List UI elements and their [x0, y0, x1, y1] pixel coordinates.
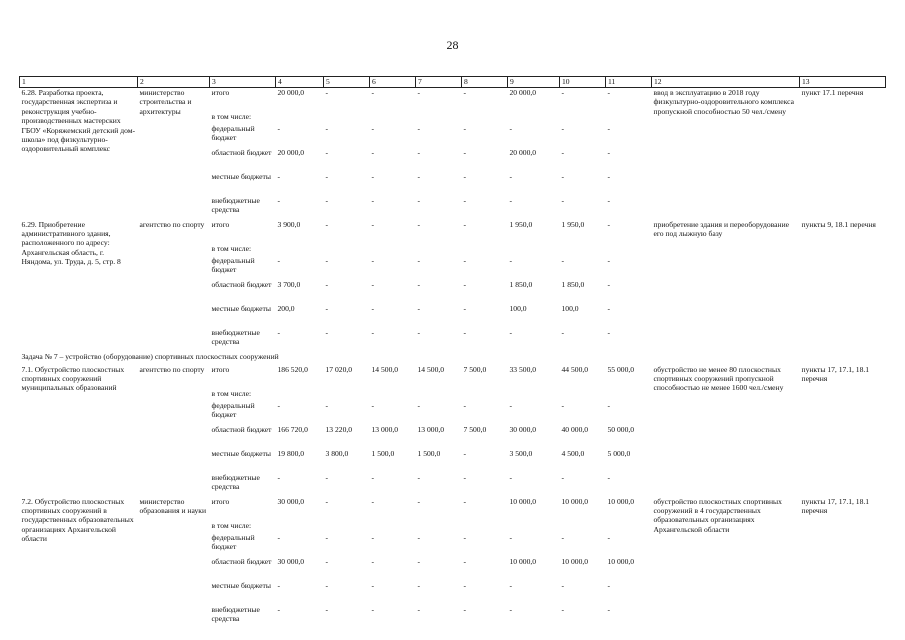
funding-source-label: внебюджетные средства [211, 472, 260, 491]
funding-value-cell [416, 244, 462, 256]
funding-value-cell: - [417, 327, 421, 337]
funding-value-cell: - [371, 123, 375, 133]
funding-value-cell: - [509, 195, 513, 205]
funding-value-cell: 10 000,0 [509, 556, 537, 566]
funding-value-cell: - [371, 400, 375, 410]
funding-value-cell: 17 020,0 [325, 364, 353, 374]
funding-value-cell: - [277, 580, 281, 590]
expected-result: обустройство плоскостных спортивных сооружений в 4 государственных образовательных организациях Архангельской области [653, 496, 782, 534]
funding-source-label: федеральный бюджет [211, 400, 255, 419]
funding-value-cell: - [325, 604, 329, 614]
funding-value-cell: - [607, 88, 611, 97]
activity-executor: министерство строительства и архитектуры [139, 88, 192, 116]
column-header: 12 [652, 77, 800, 88]
funding-value-cell: - [371, 532, 375, 542]
list-reference: пункты 17, 17.1, 18.1 перечня [801, 364, 870, 383]
funding-value-cell: - [277, 532, 281, 542]
activity-name: 7.2. Обустройство плоскостных спортивных сооружений в государственных образовательных организациях Архангельской области [21, 496, 134, 544]
task-heading-row [20, 352, 886, 365]
funding-value-cell [324, 244, 370, 256]
activity-name: 6.28. Разработка проекта, государственная экспертиза и реконструкция учебно-производственных мастерских ГБОУ «Коряжемский детский дом-школа» под физкультурно-оздоровительный комплекс [21, 88, 136, 154]
column-header: 4 [276, 77, 324, 88]
column-header: 7 [416, 77, 462, 88]
funding-source-label: внебюджетные средства [211, 195, 260, 214]
funding-value-cell: 3 900,0 [277, 219, 301, 229]
funding-value-cell: - [325, 123, 329, 133]
funding-source-label: местные бюджеты [211, 580, 271, 590]
funding-value-cell: - [561, 472, 565, 482]
funding-value-cell: - [325, 279, 329, 289]
funding-value-cell: 1 850,0 [561, 279, 585, 289]
funding-value-cell: - [417, 88, 421, 97]
funding-source-label: внебюджетные средства [211, 327, 260, 346]
funding-value-cell: - [325, 255, 329, 265]
funding-value-cell: 10 000,0 [561, 496, 589, 506]
program-activities-table [19, 76, 886, 629]
funding-value-cell [560, 521, 606, 533]
funding-value-cell: - [417, 195, 421, 205]
funding-value-cell: 1 500,0 [417, 448, 441, 458]
funding-value-cell: - [561, 580, 565, 590]
funding-value-cell: - [371, 472, 375, 482]
funding-value-cell: - [417, 147, 421, 157]
funding-value-cell: - [463, 580, 467, 590]
funding-value-cell: - [463, 496, 467, 506]
funding-value-cell: - [463, 532, 467, 542]
funding-value-cell: 7 500,0 [463, 364, 487, 374]
funding-value-cell [324, 389, 370, 401]
funding-value-cell: - [277, 327, 281, 337]
funding-value-cell: - [325, 88, 329, 97]
expected-result: ввод в эксплуатацию в 2018 году физкультурно-оздоровительного комплекса пропускной способностью 50 чел./смену [653, 88, 794, 116]
funding-value-cell: 186 520,0 [277, 364, 308, 374]
funding-value-cell: - [371, 303, 375, 313]
funding-value-cell: - [417, 400, 421, 410]
funding-value-cell: - [607, 303, 611, 313]
funding-value-cell: 10 000,0 [509, 496, 537, 506]
funding-value-cell [276, 112, 324, 124]
funding-value-cell: - [509, 604, 513, 614]
funding-value-cell: 55 000,0 [607, 364, 635, 374]
funding-value-cell: - [371, 279, 375, 289]
funding-value-cell: 30 000,0 [509, 424, 537, 434]
funding-value-cell: 13 000,0 [417, 424, 445, 434]
funding-value-cell: - [463, 472, 467, 482]
funding-source-label: в том числе: [211, 243, 252, 253]
funding-value-cell: - [463, 327, 467, 337]
funding-value-cell: - [509, 327, 513, 337]
funding-value-cell: - [463, 279, 467, 289]
activity-executor: агентство по спорту [139, 219, 205, 229]
funding-value-cell: - [463, 123, 467, 133]
column-number-row [20, 77, 886, 88]
funding-value-cell: 50 000,0 [607, 424, 635, 434]
funding-value-cell: - [561, 88, 565, 97]
funding-value-cell [560, 389, 606, 401]
funding-value-cell: - [463, 303, 467, 313]
funding-value-cell: - [325, 171, 329, 181]
funding-value-cell [560, 244, 606, 256]
funding-source-label: федеральный бюджет [211, 123, 255, 142]
funding-value-cell: - [561, 604, 565, 614]
funding-value-cell: - [417, 219, 421, 229]
funding-source-label: итого [211, 364, 230, 374]
funding-value-cell: - [277, 255, 281, 265]
funding-value-cell: 200,0 [277, 303, 295, 313]
funding-value-cell: - [325, 532, 329, 542]
funding-value-cell: - [607, 327, 611, 337]
funding-value-cell: 10 000,0 [561, 556, 589, 566]
funding-value-cell: 5 000,0 [607, 448, 631, 458]
funding-value-cell: - [463, 171, 467, 181]
funding-value-cell [508, 244, 560, 256]
funding-source-label: областной бюджет [211, 556, 272, 566]
funding-value-cell: - [325, 327, 329, 337]
funding-value-cell: - [607, 171, 611, 181]
funding-value-cell: 14 500,0 [417, 364, 445, 374]
activity-name: 6.29. Приобретение административного здания, расположенного по адресу: Архангельская область, г. Няндома, ул. Труда, д. 5, стр. 8 [21, 219, 121, 267]
funding-value-cell: - [371, 88, 375, 97]
funding-value-cell: - [561, 327, 565, 337]
funding-value-cell: - [417, 472, 421, 482]
funding-source-label: в том числе: [211, 388, 252, 398]
funding-value-cell: 19 800,0 [277, 448, 305, 458]
funding-value-cell: - [325, 472, 329, 482]
funding-value-cell: 3 700,0 [277, 279, 301, 289]
funding-value-cell: - [371, 327, 375, 337]
funding-value-cell: - [463, 556, 467, 566]
funding-value-cell: - [607, 580, 611, 590]
funding-value-cell: 13 000,0 [371, 424, 399, 434]
funding-value-cell: - [463, 400, 467, 410]
column-header: 8 [462, 77, 508, 88]
funding-value-cell: - [509, 255, 513, 265]
funding-value-cell [370, 112, 416, 124]
funding-value-cell: - [509, 123, 513, 133]
funding-source-label: федеральный бюджет [211, 532, 255, 551]
funding-value-cell: 1 950,0 [561, 219, 585, 229]
funding-value-cell: - [607, 219, 611, 229]
funding-value-cell: - [561, 255, 565, 265]
funding-value-cell: - [607, 472, 611, 482]
funding-value-cell [416, 389, 462, 401]
column-header: 3 [210, 77, 276, 88]
funding-source-label: федеральный бюджет [211, 255, 255, 274]
funding-value-cell [462, 521, 508, 533]
funding-value-cell: - [607, 123, 611, 133]
column-header: 2 [138, 77, 210, 88]
funding-value-cell [276, 389, 324, 401]
funding-value-cell: - [277, 123, 281, 133]
funding-value-cell: 4 500,0 [561, 448, 585, 458]
funding-source-label: итого [211, 88, 230, 97]
funding-value-cell: - [417, 556, 421, 566]
funding-value-cell: - [561, 400, 565, 410]
funding-value-cell [370, 244, 416, 256]
funding-value-cell: - [561, 147, 565, 157]
funding-value-cell [606, 521, 652, 533]
funding-row [20, 365, 886, 389]
funding-value-cell: - [325, 400, 329, 410]
funding-value-cell: - [371, 255, 375, 265]
funding-value-cell: - [417, 255, 421, 265]
funding-value-cell [462, 112, 508, 124]
funding-value-cell: 44 500,0 [561, 364, 589, 374]
funding-value-cell: - [607, 279, 611, 289]
funding-value-cell: 1 950,0 [509, 219, 533, 229]
funding-value-cell: - [325, 496, 329, 506]
funding-value-cell: - [371, 195, 375, 205]
funding-value-cell: - [325, 219, 329, 229]
funding-value-cell: - [509, 472, 513, 482]
funding-value-cell: 20 000,0 [509, 88, 537, 97]
funding-source-label: итого [211, 496, 230, 506]
funding-value-cell: - [325, 556, 329, 566]
funding-value-cell: - [325, 147, 329, 157]
funding-value-cell: - [371, 556, 375, 566]
funding-value-cell: 20 000,0 [277, 88, 305, 97]
funding-value-cell: - [371, 496, 375, 506]
funding-source-label: областной бюджет [211, 147, 272, 157]
funding-value-cell: - [325, 580, 329, 590]
funding-row [20, 220, 886, 244]
page-number: 28 [446, 38, 459, 52]
funding-value-cell: 1 850,0 [509, 279, 533, 289]
funding-value-cell: - [463, 604, 467, 614]
funding-value-cell: - [371, 171, 375, 181]
funding-source-label: местные бюджеты [211, 171, 271, 181]
funding-value-cell: 13 220,0 [325, 424, 353, 434]
activity-executor: министерство образования и науки [139, 496, 207, 515]
funding-value-cell [416, 521, 462, 533]
funding-value-cell: 30 000,0 [277, 556, 305, 566]
funding-value-cell: - [277, 171, 281, 181]
funding-value-cell [606, 112, 652, 124]
funding-value-cell: 3 500,0 [509, 448, 533, 458]
funding-value-cell: 100,0 [509, 303, 527, 313]
funding-value-cell: 10 000,0 [607, 496, 635, 506]
funding-value-cell: 20 000,0 [277, 147, 305, 157]
funding-value-cell: - [417, 279, 421, 289]
funding-row [20, 88, 886, 112]
funding-value-cell [508, 521, 560, 533]
funding-value-cell: - [561, 532, 565, 542]
funding-value-cell: - [371, 219, 375, 229]
funding-value-cell: - [509, 532, 513, 542]
funding-value-cell: - [607, 195, 611, 205]
funding-value-cell: - [463, 448, 467, 458]
expected-result: приобретение здания и переоборудование его под лыжную базу [653, 219, 790, 238]
funding-value-cell: 10 000,0 [607, 556, 635, 566]
funding-row [20, 497, 886, 521]
funding-value-cell [508, 112, 560, 124]
funding-value-cell [324, 112, 370, 124]
funding-value-cell: - [509, 580, 513, 590]
funding-source-label: областной бюджет [211, 424, 272, 434]
funding-value-cell: - [325, 303, 329, 313]
funding-value-cell: - [371, 147, 375, 157]
funding-value-cell: - [509, 400, 513, 410]
column-header: 10 [560, 77, 606, 88]
funding-value-cell [606, 389, 652, 401]
funding-value-cell [276, 244, 324, 256]
funding-value-cell [324, 521, 370, 533]
funding-value-cell: 20 000,0 [509, 147, 537, 157]
funding-source-label: местные бюджеты [211, 448, 271, 458]
funding-value-cell: 33 500,0 [509, 364, 537, 374]
column-header: 9 [508, 77, 560, 88]
funding-value-cell: - [417, 496, 421, 506]
funding-value-cell: - [463, 195, 467, 205]
funding-value-cell: - [463, 88, 467, 97]
funding-value-cell: - [277, 472, 281, 482]
funding-value-cell: 100,0 [561, 303, 579, 313]
list-reference: пункты 9, 18.1 перечня [801, 219, 876, 229]
funding-value-cell: - [417, 171, 421, 181]
funding-value-cell: 166 720,0 [277, 424, 308, 434]
funding-value-cell [560, 112, 606, 124]
funding-value-cell: - [417, 303, 421, 313]
funding-value-cell: - [607, 255, 611, 265]
funding-value-cell: - [463, 219, 467, 229]
funding-source-label: внебюджетные средства [211, 604, 260, 623]
funding-value-cell: - [277, 195, 281, 205]
column-header: 5 [324, 77, 370, 88]
funding-value-cell [370, 521, 416, 533]
funding-value-cell [462, 244, 508, 256]
funding-value-cell: 14 500,0 [371, 364, 399, 374]
funding-value-cell: - [277, 400, 281, 410]
funding-value-cell: 1 500,0 [371, 448, 395, 458]
activity-executor: агентство по спорту [139, 364, 205, 374]
funding-value-cell: 3 800,0 [325, 448, 349, 458]
funding-source-label: итого [211, 219, 230, 229]
funding-value-cell: - [417, 532, 421, 542]
column-header: 13 [800, 77, 886, 88]
funding-value-cell: - [561, 195, 565, 205]
funding-value-cell [462, 389, 508, 401]
funding-value-cell [508, 389, 560, 401]
funding-value-cell [416, 112, 462, 124]
funding-value-cell: - [463, 255, 467, 265]
funding-source-label: в том числе: [211, 111, 252, 121]
funding-value-cell: - [417, 123, 421, 133]
funding-value-cell: - [509, 171, 513, 181]
funding-value-cell: - [607, 604, 611, 614]
funding-value-cell: - [561, 171, 565, 181]
funding-value-cell: - [607, 147, 611, 157]
funding-value-cell: - [371, 580, 375, 590]
list-reference: пункты 17, 17.1, 18.1 перечня [801, 496, 870, 515]
funding-value-cell [370, 389, 416, 401]
activity-name: 7.1. Обустройство плоскостных спортивных сооружений муниципальных образований [21, 364, 125, 393]
funding-value-cell: - [607, 400, 611, 410]
column-header: 1 [20, 77, 138, 88]
funding-source-label: местные бюджеты [211, 303, 271, 313]
funding-value-cell: - [371, 604, 375, 614]
funding-value-cell: - [277, 604, 281, 614]
list-reference: пункт 17.1 перечня [801, 88, 864, 97]
funding-value-cell: 7 500,0 [463, 424, 487, 434]
funding-value-cell: - [417, 604, 421, 614]
funding-value-cell [276, 521, 324, 533]
expected-result: обустройство не менее 80 плоскостных спортивных сооружений пропускной способностью не менее 1600 чел./смену [653, 364, 784, 393]
column-header: 6 [370, 77, 416, 88]
funding-value-cell: - [417, 580, 421, 590]
funding-value-cell: - [325, 195, 329, 205]
funding-value-cell: - [607, 532, 611, 542]
funding-source-label: областной бюджет [211, 279, 272, 289]
funding-value-cell: 40 000,0 [561, 424, 589, 434]
funding-value-cell: - [463, 147, 467, 157]
funding-source-label: в том числе: [211, 520, 252, 530]
funding-value-cell: - [561, 123, 565, 133]
column-header: 11 [606, 77, 652, 88]
task-heading: Задача № 7 – устройство (оборудование) спортивных плоскостных сооружений [21, 351, 279, 361]
funding-value-cell: 30 000,0 [277, 496, 305, 506]
funding-value-cell [606, 244, 652, 256]
